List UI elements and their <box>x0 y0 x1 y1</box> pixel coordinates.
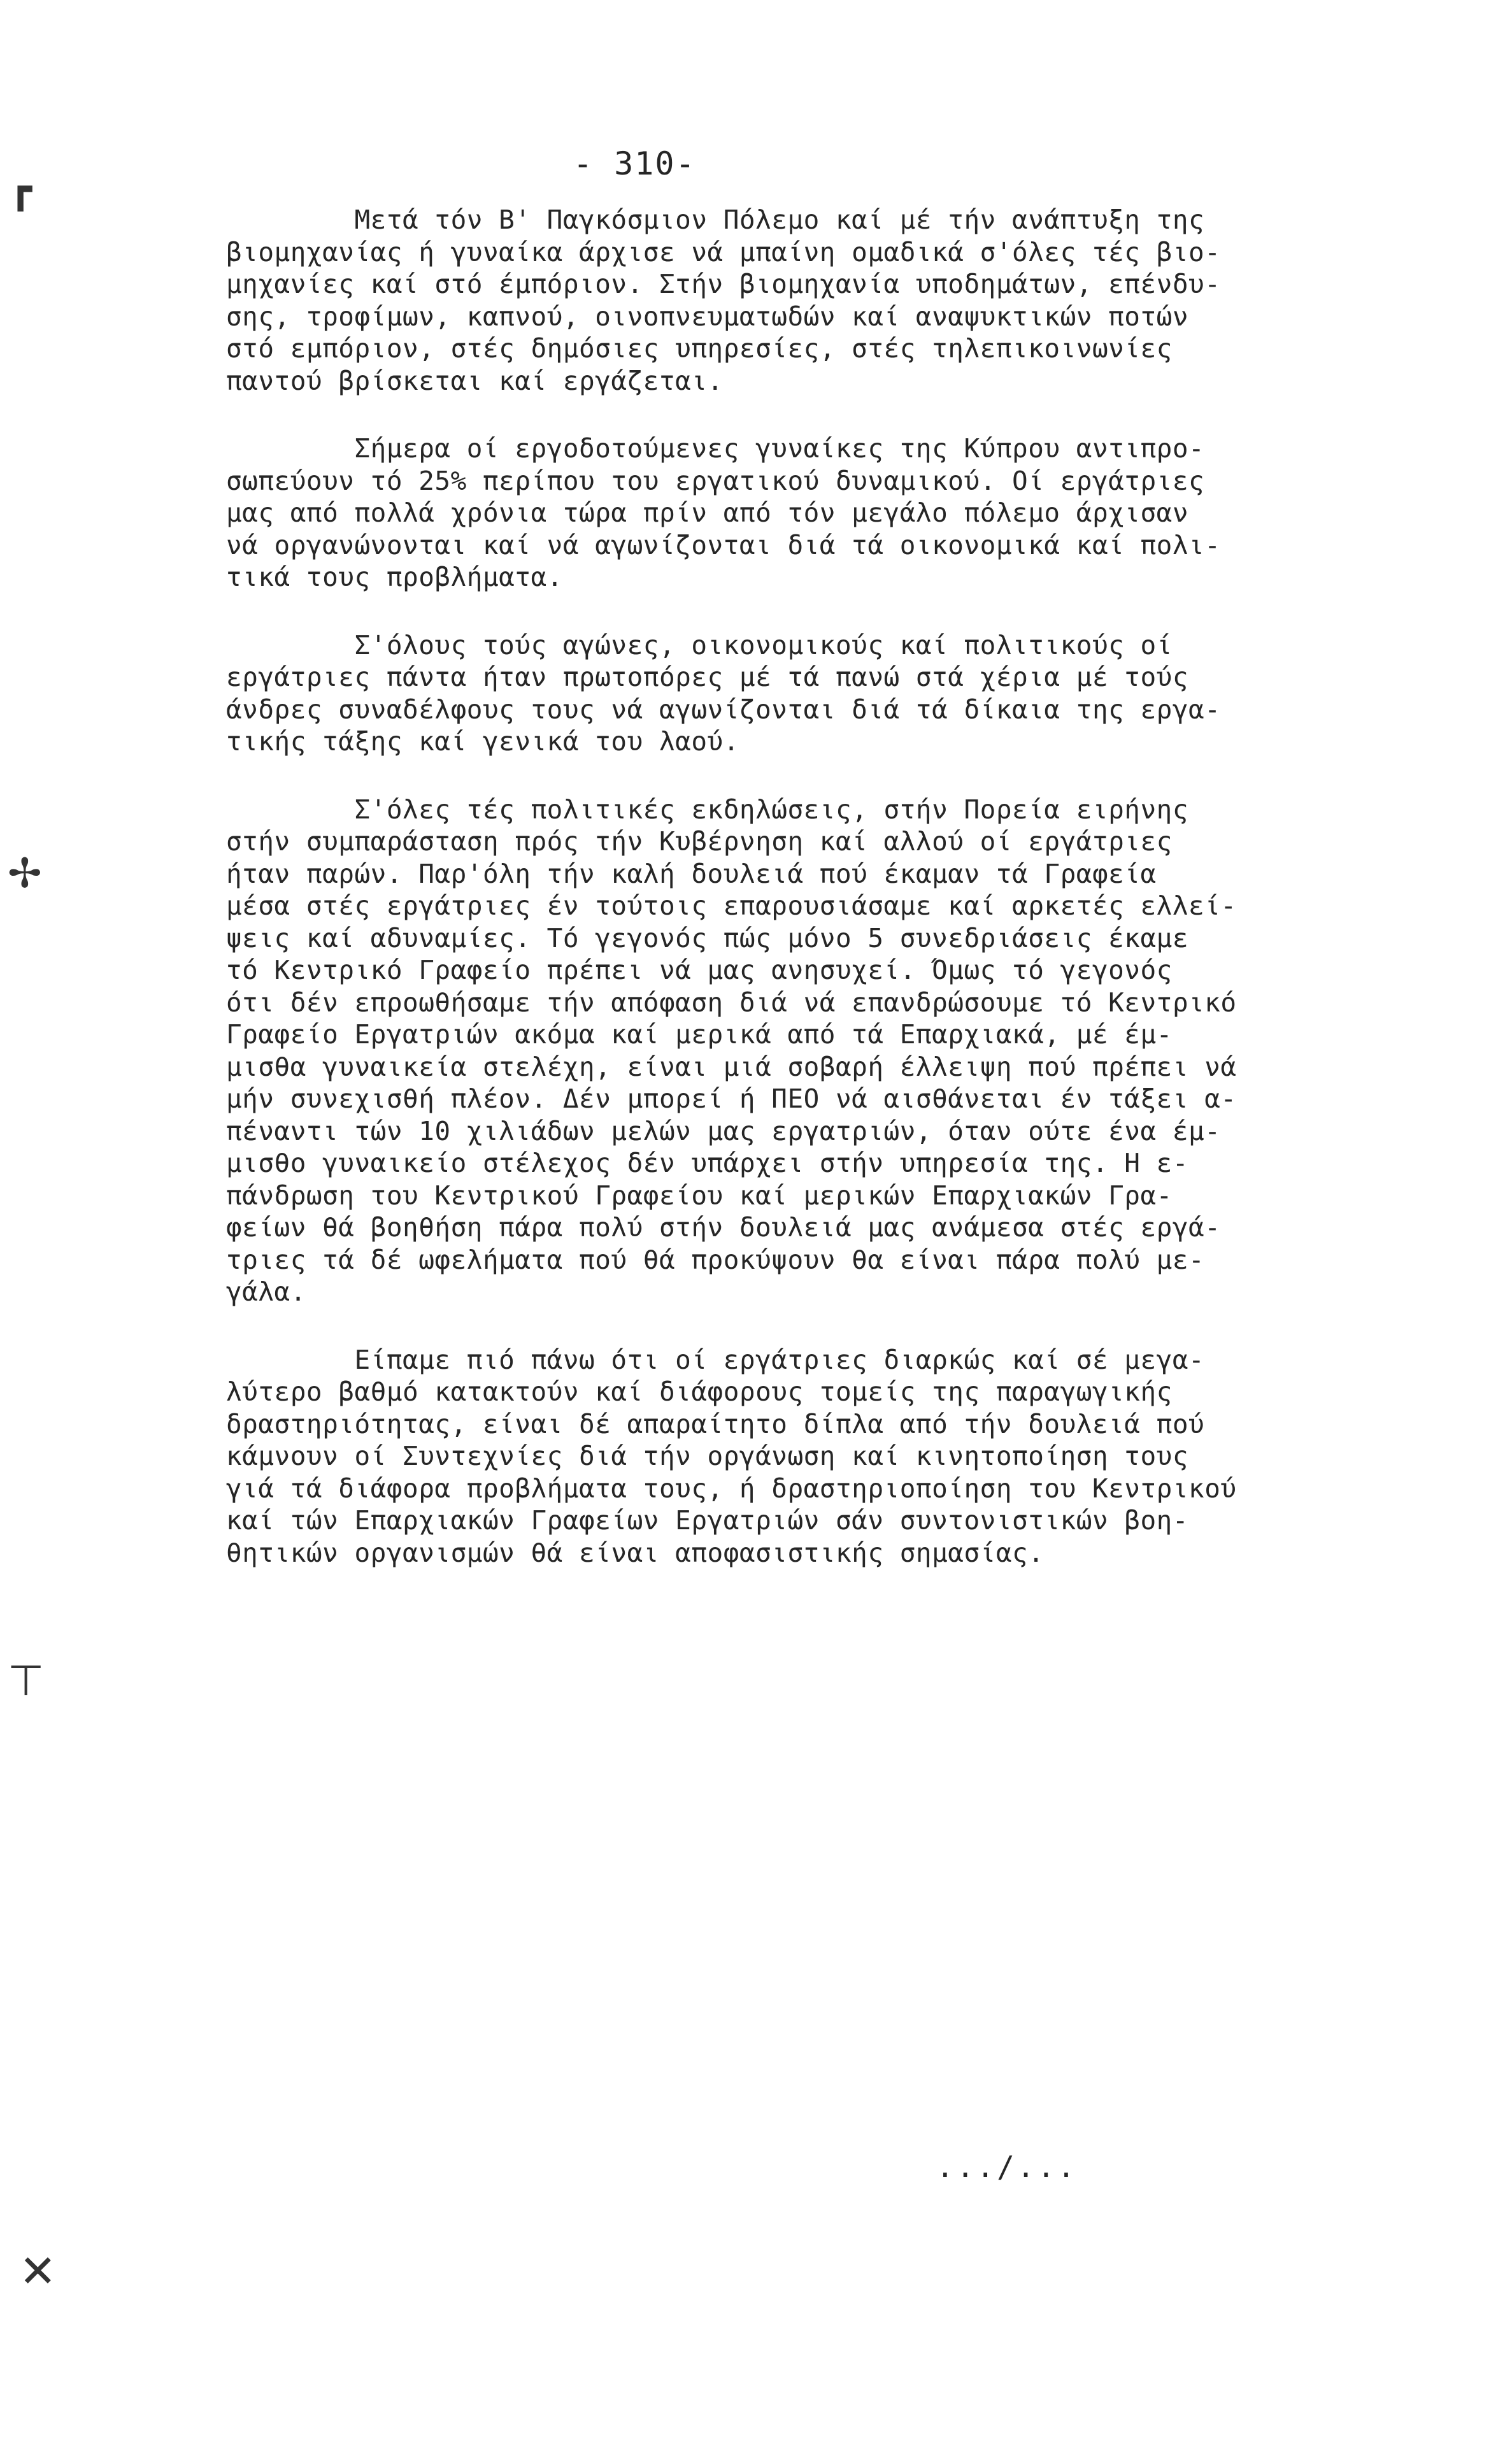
paragraph-3 <box>226 629 1360 758</box>
text-line: Σ'όλες τές πολιτικές εκδηλώσεις, στήν Πορεία ειρήνης <box>226 794 1189 825</box>
paragraph-5 <box>226 1344 1360 1569</box>
text-line: μας από πολλά χρόνια τώρα πρίν από τόν μεγάλο πόλεμο άρχισαν <box>226 497 1189 528</box>
text-line: Γραφείο Εργατριών ακόμα καί μερικά από τά Επαρχιακά, μέ έμ- <box>226 1019 1173 1050</box>
text-line: κάμνουν οί Συντεχνίες διά τήν οργάνωση καί κινητοποίηση τους <box>226 1441 1189 1471</box>
text-line: πάνδρωση του Κεντρικού Γραφείου καί μερικών Επαρχιακών Γρα- <box>226 1180 1173 1211</box>
text-line: στήν συμπαράσταση πρός τήν Κυβέρνηση καί αλλού οί εργάτριες <box>226 826 1173 857</box>
text-line: γάλα. <box>226 1276 306 1307</box>
paragraph-gap <box>226 397 1360 432</box>
text-line: τό Κεντρικό Γραφείο πρέπει νά μας ανησυχεί. Όμως τό γεγονός <box>226 955 1173 985</box>
text-line: μηχανίες καί στό έμπόριον. Στήν βιομηχανία υποδημάτων, επένδυ- <box>226 269 1221 299</box>
text-line: παντού βρίσκεται καί εργάζεται. <box>226 365 724 396</box>
text-line: Μετά τόν Β' Παγκόσμιον Πόλεμο καί μέ τήν ανάπτυξη της <box>226 204 1205 235</box>
text-line: νά οργανώνονται καί νά αγωνίζονται διά τά οικονομικά καί πολι- <box>226 529 1221 560</box>
paragraph-gap <box>226 758 1360 794</box>
text-line: ότι δέν επροωθήσαμε τήν απόφαση διά νά επανδρώσουμε τό Κεντρικό <box>226 987 1237 1018</box>
text-line: δραστηριότητας, είναι δέ απαραίτητο δίπλα από τήν δουλειά πού <box>226 1408 1205 1439</box>
text-line: μισθο γυναικείο στέλεχος δέν υπάρχει στήν υπηρεσία της. Η ε- <box>226 1148 1189 1178</box>
text-line: τικής τάξης καί γενικά του λαού. <box>226 726 739 757</box>
paragraph-gap <box>226 1308 1360 1344</box>
margin-x-mark-icon: ✕ <box>19 2245 57 2297</box>
text-line: Σ'όλους τούς αγώνες, οικονομικούς καί πολιτικούς οί <box>226 629 1173 660</box>
margin-corner-mark-icon: ┏ <box>9 167 32 211</box>
text-line: γιά τά διάφορα προβλήματα τους, ή δραστηριοποίηση του Κεντρικού <box>226 1473 1237 1504</box>
text-line: λύτερο βαθμό κατακτούν καί διάφορους τομείς της παραγωγικής <box>226 1376 1173 1407</box>
text-line: θητικών οργανισμών θά είναι αποφασιστικής σημασίας. <box>226 1537 1045 1568</box>
text-line: βιομηχανίας ή γυναίκα άρχισε νά μπαίνη ομαδικά σ'όλες τές βιο- <box>226 236 1221 268</box>
text-line: πέναντι τών 10 χιλιάδων μελών μας εργατριών, όταν ούτε ένα έμ- <box>226 1115 1221 1146</box>
text-line: εργάτριες πάντα ήταν πρωτοπόρες μέ τά πανώ στά χέρια μέ τούς <box>226 662 1189 692</box>
text-line: ψεις καί αδυναμίες. Τό γεγονός πώς μόνο 5 συνεδριάσεις έκαμε <box>226 922 1189 953</box>
paragraph-2 <box>226 432 1360 594</box>
text-line: μισθα γυναικεία στελέχη, είναι μιά σοβαρή έλλειψη πού πρέπει νά <box>226 1051 1237 1082</box>
text-line: μήν συνεχισθή πλέον. Δέν μπορεί ή ΠΕΟ νά αισθάνεται έν τάξει α- <box>226 1083 1237 1114</box>
text-line: τριες τά δέ ωφελήματα πού θά προκύψουν θα είναι πάρα πολύ με- <box>226 1244 1205 1275</box>
text-line: Είπαμε πιό πάνω ότι οί εργάτριες διαρκώς καί σέ μεγα- <box>226 1344 1205 1375</box>
text-line: καί τών Επαρχιακών Γραφείων Εργατριών σάν συντονιστικών βοη- <box>226 1505 1189 1536</box>
page-number: - 310- <box>573 145 696 182</box>
text-line: σης, τροφίμων, καπνού, οινοπνευματωδών καί αναψυκτικών ποτών <box>226 301 1189 332</box>
continuation-marker: .../... <box>936 2150 1078 2184</box>
text-line: Σήμερα οί εργοδοτούμενες γυναίκες της Κύπρου αντιπρο- <box>226 433 1205 464</box>
paragraph-4 <box>226 794 1360 1308</box>
text-line: μέσα στές εργάτριες έν τούτοις επαρουσιάσαμε καί αρκετές ελλεί- <box>226 890 1237 921</box>
text-line: στό εμπόριον, στές δημόσιες υπηρεσίες, στές τηλεπικοινωνίες <box>226 333 1173 364</box>
paragraph-gap <box>226 594 1360 629</box>
text-line: άνδρες συναδέλφους τους νά αγωνίζονται διά τά δίκαια της εργα- <box>226 694 1221 725</box>
paragraph-1 <box>226 204 1360 397</box>
text-line: ήταν παρών. Παρ'όλη τήν καλή δουλειά πού έκαμαν τά Γραφεία <box>226 858 1157 889</box>
text-line: τικά τους προβλήματα. <box>226 562 563 592</box>
text-line: σωπεύουν τό 25% περίπου του εργατικού δυναμικού. Οί εργάτριες <box>226 465 1205 496</box>
document-body <box>226 204 1360 1569</box>
margin-tee-mark-icon: ⊤ <box>8 1656 45 1705</box>
margin-registration-cross-icon: ✢ <box>8 850 42 897</box>
text-line: φείων θά βοηθήση πάρα πολύ στήν δουλειά μας ανάμεσα στές εργά- <box>226 1212 1221 1243</box>
